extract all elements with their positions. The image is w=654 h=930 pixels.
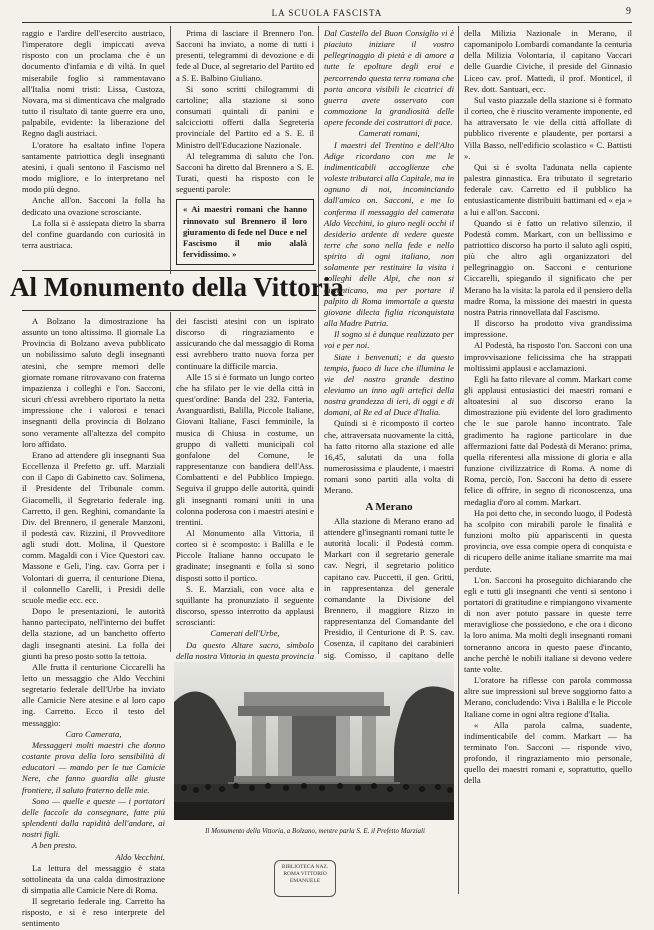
paragraph: Qui si è svolta l'adunata nella capiente palestra ginnastica. Era tributato il segretario federale cav. Carretto ed il pubblico ha entusiasticamente distribuiti battimani ed « eja » a lui e all'on. Sacconi. — [464, 161, 632, 217]
paragraph: Anche all'on. Sacconi la folla ha dedicato una ovazione scrosciante. — [22, 195, 165, 217]
letter-text: Messaggeri molti maestri che donno costante prova della loro sensibilità di educatori — mando per le tue Camicie Nere, che fanno guardia alle giuste frontiere, il saluto fraterno delle mie. — [22, 739, 165, 795]
speech-text: Dal Castello del Buon Consiglio vi è piaciuto iniziare il vostro pellegrinaggio di pietà e di amore a tutte le epolture degli eroi e percorrendo questa terra romana che porta ancora visibili le cicatrici di guerra avete osservato con commozione la grandiosità delle opere feconde dei costruttori di pace. — [324, 28, 454, 128]
paragraph: Al Monumento alla Vittoria, il corteo si è scomposto: i Balilla e le Piccole Italiane hanno occupato le gradinate; insegnanti e folla si sono disposti sotto il portico. — [176, 527, 314, 583]
paragraph: Il discorso ha prodotto viva grandissima impressione. — [464, 318, 632, 340]
col2-bottom — [176, 316, 314, 661]
paragraph: Quando si è fatto un relativo silenzio, il Podestà comm. Markart, con un bellissimo e patriottico discorso ha porto il saluto agli ospiti, più che altro agli organizzatori del pellegrinaggio on. Sacconi e centurione Ciccarelli, spiegando il significato che per Merano ha la visita: la parola ed il pensiero della madre Roma, la missione dei maestri in questa nostra Patria rinnovellata dal Fascismo. — [464, 217, 632, 317]
paragraph: Erano ad attendere gli insegnanti Sua Eccellenza il Prefetto gr. uff. Marziali con il Capo di Gabinetto cav. Solimena, il Presidente del Tribunale comm. Giacomelli, il Segretario federale ing. Carretto, il gen. Reghini, comandante la Div. del Brennero, il generale Manzoni, il podestà cav. Rizzini, il Provveditore agli studi dott. Molina, il Questore comm. Magaldi con i Vice Questori cav. Massone e Geli, l'ing. cav. Gorra per i Volontari di guerra, il centurione Diena, il colonnello Carelli, i Presidi delle scuole medie ecc. ecc. — [22, 449, 165, 605]
header-rule — [22, 22, 632, 23]
speech-text: Da questo Altare sacro, simbolo della nostra Vittoria in questa provincia — [176, 639, 314, 661]
paragraph: Prima di lasciare il Brennero l'on. Sacconi ha inviato, a nome di tutti i presenti, telegrammi di devozione e di fede al Duce, al segretario del Partito ed a S. E. Balbino Giuliano. — [176, 28, 314, 83]
monument-photo — [174, 662, 454, 820]
photo-caption: Il Monumento della Vittoria, a Bolzano, mentre parla S. E. il Prefetto Marziali — [205, 827, 425, 835]
title-rule-top — [22, 270, 316, 271]
speech-text: Siate i benvenuti; e da questo tempio, fuoco di luce che illumina le vie del nostro grande destino eleviamo un inno agli artefici della nostra grandezza di ieri, di oggi e di domani, al Re ed al Duce d'Italia. — [324, 351, 454, 418]
speech-salutation: Camerati dell'Urbe, — [210, 628, 280, 639]
paragraph: Alla stazione di Merano erano ad attendere gl'insegnanti romani tutte le autorità locali: il Podestà comm. Markart con il segretario generale cav. Negri, il segretario politico capitano cav. Puccetti, il gen. Gritti, in rappresentanza del generale comandante la Divisione del Brennero, il maggiore Rizzo in rappresentanza del Comandante del Presidio, il Centurione di P. S. cav. Cosenza, il capitano dei carabinieri sig. Comisso, il capitano delle — [324, 515, 454, 660]
column-divider — [318, 26, 319, 654]
col3 — [324, 28, 454, 658]
col1-bottom — [22, 316, 165, 929]
column-divider — [170, 26, 171, 274]
paragraph: S. E. Marziali, con voce alta e squillante ha pronunziato il seguente discorso, spesso interrotto da applausi scroscianti: — [176, 583, 314, 628]
paragraph: Quindi si è ricomposto il corteo che, attraversata nuovamente la città, ha fatto ritorno alla stazione ed alle 16,45, salutati da una folla numerosissima e plaudente, i maestri romani sono partiti alla volta di Merano. — [324, 418, 454, 496]
paragraph: « Alla parola calma, suadente, indimenticabile del comm. Markart — ha terminato l'on. Sacconi — risponde vivo, profondo, il ringraziamento mio personale, quello dei maestri romani e, soprattutto, quello della — [464, 719, 632, 786]
paragraph: Ha poi detto che, in secondo luogo, il Podestà ha scolpito con mirabili parole le finalità e funzioni molto più appariscenti in questa provincia, ove essa compie opera di conquista e di ricupero delle anime italiane smarrite ma mai perdute. — [464, 507, 632, 574]
page-number: 9 — [626, 6, 632, 17]
letter-text: Sono — quelle e queste — i portatori delle faccole da consegnare, fatte più splendenti dalla rapidità dell'andare, ai nostri figli. — [22, 795, 165, 840]
letter-closing: A ben presto. — [32, 840, 78, 851]
letter-signature: Aldo Vecchini. — [115, 851, 165, 862]
paragraph: Sul vasto piazzale della stazione si è formato il corteo, che è riuscito veramente imponente, ed ha attraversato le vie della città affollate di pubblico riverente e plaudente, per portarsi a Villa Basso, nell'edificio scolastico « C. Battisti ». — [464, 94, 632, 161]
col4 — [464, 28, 632, 894]
paragraph: raggio e l'ardire dell'esercito austriaco, l'imperatore degli impiccati aveva risposto con un proclama che è un documento d'infamia e di viltà. In quel miserabile foglio si rammentavano all'Italia nomi tristi: Lissa, Custoza, Novara, ma si dimenticava che malgrado tutto il risultato di tante guerre era uno, palpabile, evidente: la liberazione del Regno dagli austriaci. — [22, 28, 165, 139]
speech-text: I maestri del Trentino e dell'Alto Adige ricordano con me le indimenticabili accoglienze che voleste tributarci alla Capitale, ma in ognuno di noi, incominciando dall'amico on. Sacconi, e me lo conferma il messaggio del camerata Aldo Vecchini, io giuro negli occhi il desiderio ardente di vedere queste terre che sono nella fede e nello spirito di ogni italiano, non solamente per restituire la visita i colleghi delle Alpi, che non si dimenticano, ma per portare il palpito di Roma immortale a questa giovane dilecta figlia riconquistata alla Madre Patria. — [324, 139, 454, 329]
article-title: Al Monumento della Vittoria — [10, 272, 344, 302]
turati-reply-box — [176, 199, 314, 265]
speech-salutation: Camerati romani, — [358, 128, 420, 139]
column-divider — [170, 312, 171, 652]
paragraph: della Milizia Nazionale in Merano, il capomanipolo Lombardi comandante la centuria della Milizia Volontaria, il capitano Vaccari delle Guardie Civiche, il preside del Ginnasio Liceo cav. prof. Mattedi, il prof. Monticel, il Rev. dott. Santuari, ecc. — [464, 28, 632, 94]
paragraph: L'on. Sacconi ha proseguito dichiarando che egli e tutti gli insegnanti che venti si sentono i portatori di gratitudine e rimpiangono vivamente di non aver potuto passare in queste terre meravigliose che possiedono, e che ora i dicono la loro anima. Ma molti degli insegnanti romani torneranno ancora in questo paese d'incanto, anche perchè le nobili italiane si devono vedere tante volte. — [464, 574, 632, 674]
paragraph: Si sono scritti chilogrammi di cartoline; alla stazione si sono consumati quintali di panini e salcicciotti offerti dalla Segreteria provinciale del Partito ed a S. E. il Ministro dell'Educazione Nazionale. — [176, 83, 314, 150]
paragraph: Alle frutta il centurione Ciccarelli ha letto un messaggio che Aldo Vecchini segretario federale dell'Urbe ha inviato alle Camicie Nere atesine e al loro capo ing. Carretto. Ecco il testo del messaggio: — [22, 661, 165, 728]
col1-top — [22, 28, 165, 270]
paragraph: dei fascisti atesini con un ispirato discorso di ringraziamento e assicurando che dal messaggio di Roma essi avrebbero tratto nuova forza per continuare la difficile marcia. — [176, 316, 314, 371]
title-rule-bottom — [22, 310, 316, 311]
turati-reply: « Ai maestri romani che hanno rinnovato sul Brennero il loro giuramento di fede nel Duce e nel Fascismo il mio alalà fervidissimo. » — [183, 204, 307, 259]
paragraph: L'oratore ha esaltato infine l'opera santamente patriottica degli insegnanti atesini, i quali sentono il Fascismo nel modo migliore, e lo interpretano nel modo più degno. — [22, 139, 165, 195]
merano-subtitle: A Merano — [365, 500, 413, 513]
paragraph: L'oratore ha riflesse con parola commossa altre sue impressioni sul breve soggiorno fatto a Merano, concludendo: Viva i Balilla e le Piccole Italiane come in ogni altra regione d'Italia. — [464, 675, 632, 719]
monument-photo-drawing — [174, 662, 454, 820]
paragraph: Al Podestà, ha risposto l'on. Sacconi con una improvvisazione felicissima che ha strappati moltissimi applausi e acclamazioni. — [464, 340, 632, 373]
column-divider — [458, 26, 459, 894]
col2-top — [176, 28, 314, 270]
paragraph: A Bolzano la dimostrazione ha assunto un tono altissimo. Il giornale La Provincia di Bolzano aveva pubblicato un nobilissimo saluto degli insegnanti atesini, che sempre memori delle giornate romane ritrovavano con fraterna impazienza i colleghi e l'on. Sacconi, sicuri ch'essi avrebbero riportato la netta impressione che i valorosi e tenaci insegnanti della provincia di Bolzano sono veramente all'altezza del compito loro affidato. — [22, 316, 165, 449]
paragraph: La folla si è assiepata dietro la sbarra del confine guardando con curiosità in terra austriaca. — [22, 217, 165, 250]
speech-text: Il sogno si è dunque realizzato per voi e per noi. — [324, 329, 454, 351]
paragraph: Il segretario federale ing. Carretto ha risposto, e si è reso interprete del sentimento — [22, 896, 165, 929]
paragraph: Alle 15 si è formato un lungo corteo che ha sfilato per le vie della città in quest'ordine: Banda del 232. Fanteria, Avanguardisti, Balilla, Piccole Italiane, Giovani Italiane, Fasci femminile, la musica di Chiusa in costume, un gruppo di valletti municipali col gonfalone del Comune, le rappresentanze con bandiera dell'Ass. Combattenti e del Pubblico Impiego. Seguiva il gruppo delle autorità, quindi gli insegnanti romani uniti in una colonna poderosa con i maestri atesini e trentini. — [176, 371, 314, 527]
paragraph: Egli ha fatto rilevare al comm. Markart come gli applausi entusiastici dei maestri romani e altoatesini al suo discorso erano la dimostrazione più evidente del loro gradimento che le sue parole hanno incontrato. Tale gradimento ha ragione particolare in due affermazioni fatte dal Podestà di Merano: prima, quella riferentesi alla missione di gloria e alla funzione civilizzatrice di Roma. A nome di Roma, perciò, l'on. Sacconi ha detto di essere felice di offrire, in segno di riconoscenza, una medaglia d'oro al comm. Markart. — [464, 373, 632, 507]
library-stamp: BIBLIOTECA NAZ. ROMA VITTORIO EMANUELE — [274, 860, 336, 897]
letter-salutation: Caro Camerata, — [65, 728, 122, 739]
paragraph: La lettura del messaggio è stata sottolineata da una calda dimostrazione di simpatia alle Camicie Nere di Roma. — [22, 862, 165, 895]
page-header — [22, 8, 632, 22]
paragraph: Dopo le presentazioni, le autorità hanno partecipato, nell'interno dei buffet della stazione, ad un banchetto offerto dagli insegnanti atesini. La folla dei giunti ha preso posto sotto la tettoia. — [22, 606, 165, 661]
journal-title: LA SCUOLA FASCISTA — [271, 8, 383, 18]
paragraph: Al telegramma di saluto che l'on. Sacconi ha diretto dal Brennero a S. E. Turati, questi ha risposto con le seguenti parole: — [176, 150, 314, 195]
